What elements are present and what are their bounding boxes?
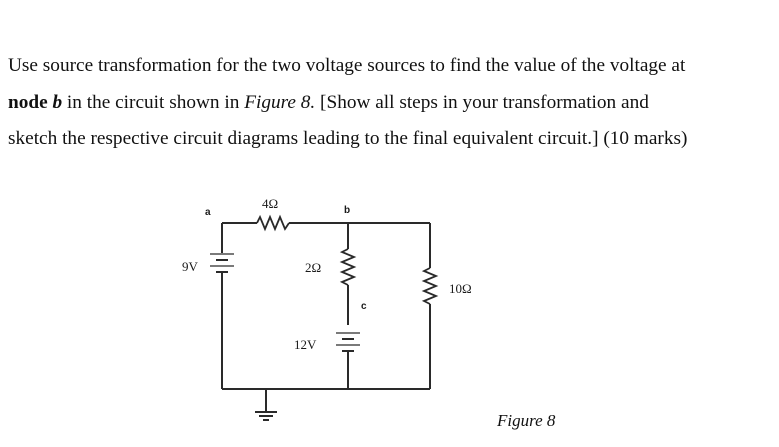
ground-icon	[255, 412, 277, 420]
resistor-2-ohm-label: 2Ω	[305, 260, 322, 275]
question-line-1: Use source transformation for the two voltage sources to find the value of the voltage at	[8, 55, 686, 76]
node-label-bold: node	[8, 91, 53, 113]
battery-9v-label: 9V	[182, 259, 198, 274]
resistor-10-ohm-label: 10Ω	[449, 281, 472, 296]
node-b-label: b	[344, 205, 351, 216]
resistor-4-ohm-label: 4Ω	[262, 196, 279, 211]
question-line-2-mid: in the circuit shown in	[62, 91, 245, 113]
resistor-2-ohm	[342, 249, 354, 285]
resistor-10-ohm	[424, 268, 436, 304]
node-a-label: a	[205, 207, 211, 218]
question-line-2-end: [Show all steps in your transformation and	[315, 91, 649, 113]
question-line-3: sketch the respective circuit diagrams leading to the final equivalent circuit.] (10 marks)	[8, 128, 688, 149]
figure-reference: Figure 8.	[244, 91, 316, 113]
figure-caption: Figure 8	[497, 411, 556, 430]
node-c-label: c	[361, 301, 367, 312]
battery-12v-label: 12V	[294, 337, 317, 352]
node-b-italic: b	[52, 91, 63, 113]
resistor-4-ohm	[257, 217, 289, 229]
